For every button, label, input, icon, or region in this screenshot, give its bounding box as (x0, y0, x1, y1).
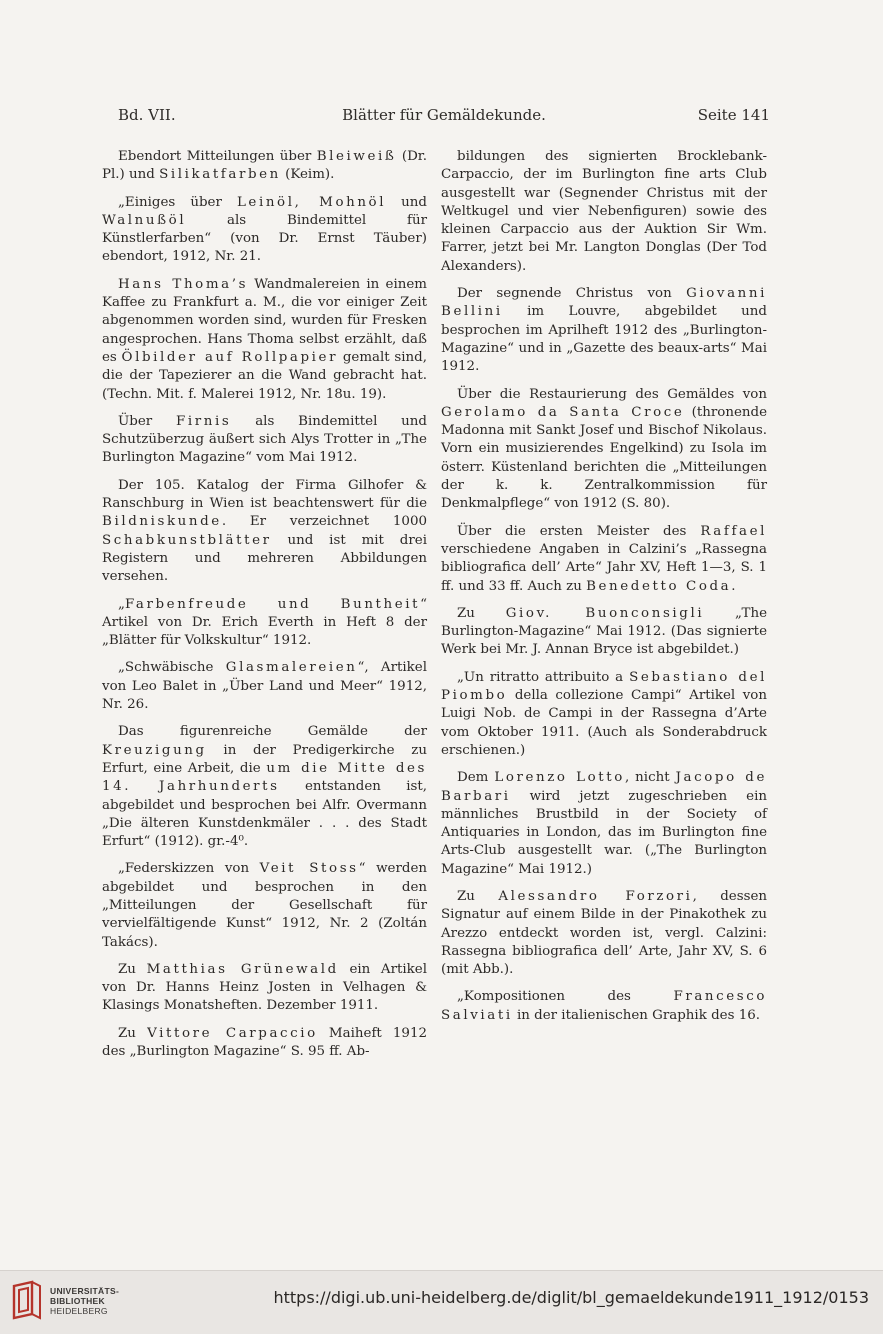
library-name-line2: BIBLIOTHEK (50, 1296, 105, 1306)
library-name-line1: UNIVERSITÄTS- (50, 1286, 120, 1296)
paragraph: Zu Vittore Carpaccio Maiheft 1912 des „Burlington Magazine“ S. 95 ff. Ab- (102, 1025, 427, 1060)
paragraph: Hans Thoma’s Wandmalereien in einem Kaffee zu Frankfurt a. M., die vor einiger Zeit abgenommen worden sind, wurden für Fresken angesprochen. Hans Thoma selbst erzählt, daß es Ölbilder auf Rollpapier gemalt sind, die der Tapezierer an die Wand gebracht hat. (Techn. Mit. f. Malerei 1912, Nr. 18u. 19). (102, 276, 427, 402)
paragraph: bildungen des signierten Brocklebank-Carpaccio, der im Burlington fine arts Club ausgestellt war (Segnender Christus mit der Weltkugel und vier Nebenfiguren) sowie des kleinen Carpaccio aus der Auktion Sir Wm. Farrer, jetzt bei Mr. Langton Donglas (Der Tod Alexanders). (441, 149, 767, 274)
paragraph: Das figurenreiche Gemälde der Kreuzigung in der Predigerkirche zu Erfurt, eine Arbeit, die um die Mitte des 14. Jahrhunderts entstanden ist, abgebildet und besprochen bei Alfr. Overmann „Die älteren Kunstdenkmäler . . . des Stadt Erfurt“ (1912). gr.-4⁰. (102, 724, 427, 850)
paragraph: Dem Lorenzo Lotto, nicht Jacopo de Barbari wird jetzt zugeschrieben ein männliches Brustbild in der Society of Antiquaries in London, das im Burlington fine Arts-Club ausgestellt war. („The Burlington Magazine“ Mai 1912.) (441, 770, 768, 877)
paragraph: Der 105. Katalog der Firma Gilhofer & Ranschburg in Wien ist beachtenswert für die Bildniskunde. Er verzeichnet 1000 Schabkunstblätter und ist mit drei Registern und mehreren Abbildungen versehen. (102, 477, 427, 585)
paragraph: Über die Restaurierung des Gemäldes von Gerolamo da Santa Croce (thronende Madonna mit Sankt Josef und Bischof Nikolaus. Vorn ein musizierendes Engelkind) zu Isola im österr. Küstenland berichten die „Mitteilungen der k. k. Zentralkommission für Denkmalpflege“ von 1912 (S. 80). (441, 386, 768, 512)
paragraph: Zu Alessandro Forzori, dessen Signatur auf einem Bilde in der Pinakothek zu Arezzo entdeckt worden ist, vergl. Calzini: Rassegna bibliografica dell’ Arte, Jahr XV, S. 6 (mit Abb.). (441, 888, 767, 978)
right-text-column (441, 148, 767, 1034)
library-logo-icon[interactable] (10, 1280, 44, 1320)
paragraph: Zu Matthias Grünewald ein Artikel von Dr. Hanns Heinz Josten in Velhagen & Klasings Monatsheften. Dezember 1911. (102, 961, 427, 1014)
paragraph: „Un ritratto attribuito a Sebastiano del Piombo della collezione Campi“ Artikel von Luigi Nob. de Campi in der Rassegna d’Arte vom Oktober 1911. (Auch als Sonderabdruck erschienen.) (441, 669, 767, 758)
page-number: Seite 141 (697, 106, 770, 124)
paragraph: Über die ersten Meister des Raffael verschiedene Angaben in Calzini’s „Rassegna bibliografica dell’ Arte“ Jahr XV, Heft 1—3, S. 1 ff. und 33 ff. Auch zu Benedetto Coda. (441, 523, 767, 594)
left-text-column (102, 148, 427, 1070)
paragraph: „Einiges über Leinöl, Mohnöl und Walnußöl als Bindemittel für Künstlerfarben“ (von Dr. Ernst Täuber) ebendort, 1912, Nr. 21. (102, 194, 427, 265)
viewer-footer-bar (0, 1270, 883, 1334)
running-header (118, 106, 770, 130)
paragraph: Zu Giov. Buonconsigli „The Burlington-Magazine“ Mai 1912. (Das signierte Werk bei Mr. J. Annan Bryce ist abgebildet.) (441, 605, 767, 658)
source-url-link[interactable]: https://digi.ub.uni-heidelberg.de/diglit/bl_gemaeldekunde1911_1912/0153 (273, 1288, 869, 1307)
paragraph: „Schwäbische Glasmalereien“, Artikel von Leo Balet in „Über Land und Meer“ 1912, Nr. 26. (102, 660, 427, 713)
library-name[interactable] (50, 1286, 119, 1316)
paragraph: „Federskizzen von Veit Stoss“ werden abgebildet und besprochen in den „Mitteilungen der Gesellschaft für vervielfältigende Kunst“ 1912, Nr. 2 (Zoltán Takács). (102, 861, 427, 950)
paragraph: Über Firnis als Bindemittel und Schutzüberzug äußert sich Alys Trotter in „The Burlington Magazine“ vom Mai 1912. (102, 413, 427, 466)
library-name-line3: HEIDELBERG (50, 1306, 108, 1316)
paragraph: „Kompositionen des Francesco Salviati in der italienischen Graphik des 16. (441, 989, 767, 1023)
paragraph: Ebendort Mitteilungen über Bleiweiß (Dr. Pl.) und Silikatfarben (Keim). (102, 149, 427, 183)
paragraph: Der segnende Christus von Giovanni Bellini im Louvre, abgebildet und besprochen im Aprilheft 1912 des „Burlington-Magazine“ und in „Gazette des beaux-arts“ Mai 1912. (441, 286, 767, 375)
journal-title: Blätter für Gemäldekunde. (342, 106, 546, 124)
volume-label: Bd. VII. (118, 106, 176, 124)
paragraph: „Farbenfreude und Buntheit“ Artikel von Dr. Erich Everth in Heft 8 der „Blätter für Volkskultur“ 1912. (102, 596, 427, 649)
